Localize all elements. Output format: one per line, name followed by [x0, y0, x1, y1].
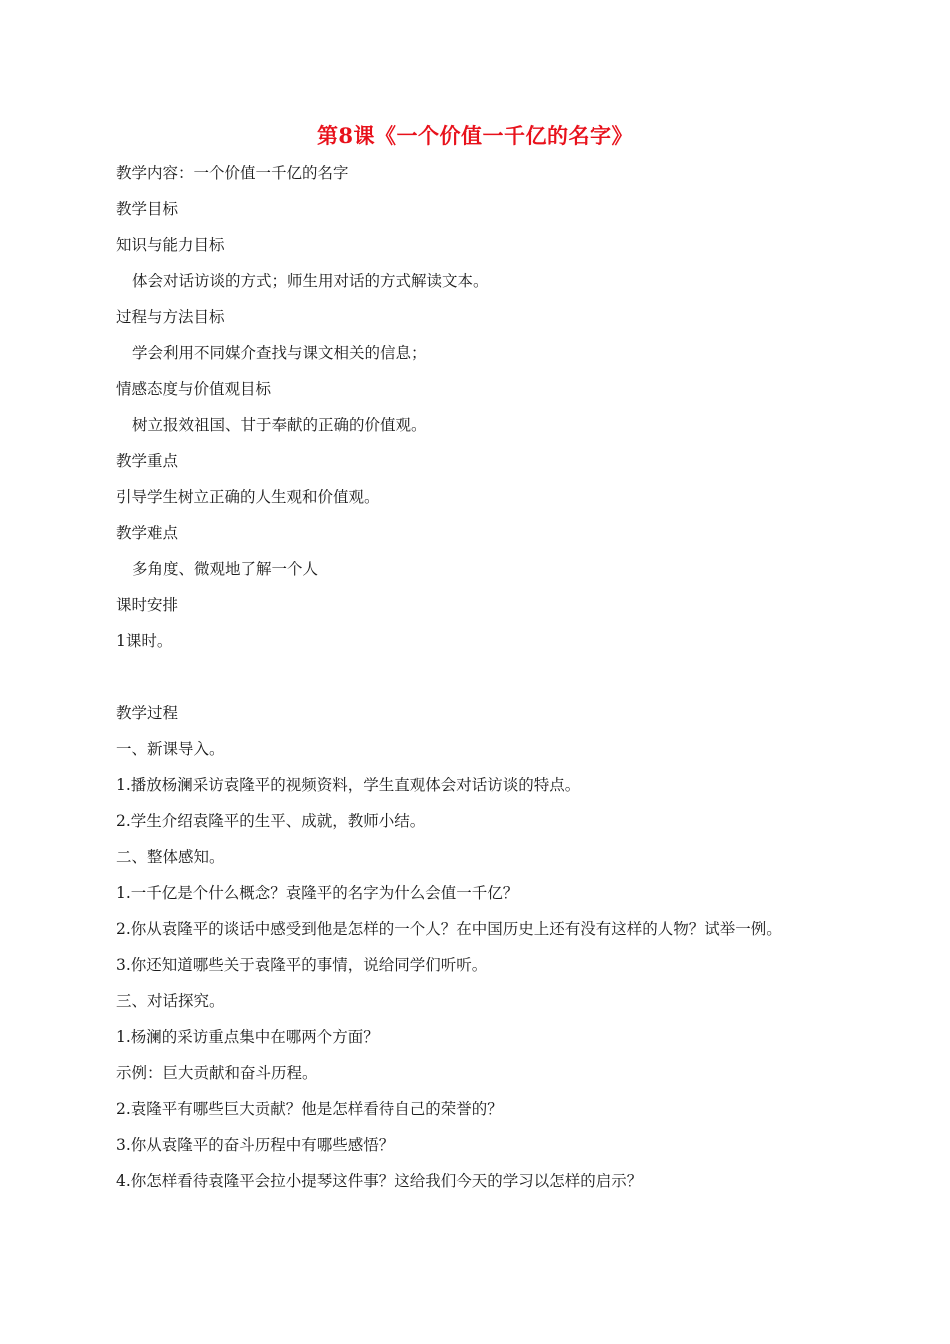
teaching-content-line: 教学内容：一个价值一千亿的名字 [116, 164, 349, 182]
difficult-points-heading: 教学难点 [116, 524, 179, 542]
list-item: 2.学生介绍袁隆平的生平、成就，教师小结。 [116, 812, 426, 830]
document-title: 第8课《一个价值一千亿的名字》 [316, 123, 634, 148]
list-item: 2.你从袁隆平的谈话中感受到他是怎样的一个人？在中国历史上还有没有这样的人物？试举一例。 [116, 920, 782, 938]
list-item: 1.一千亿是个什么概念？袁隆平的名字为什么会值一千亿？ [116, 884, 519, 902]
emotion-values-text: 树立报效祖国、甘于奉献的正确的价值观。 [132, 416, 427, 434]
key-points-text: 引导学生树立正确的人生观和价值观。 [116, 488, 380, 506]
list-item: 1.杨澜的采访重点集中在哪两个方面？ [116, 1028, 379, 1046]
blank-line [116, 663, 876, 699]
list-item: 3.你从袁隆平的奋斗历程中有哪些感悟？ [116, 1136, 395, 1154]
knowledge-ability-heading: 知识与能力目标 [116, 236, 225, 254]
schedule-text: 1课时。 [116, 632, 173, 650]
example-text: 示例：巨大贡献和奋斗历程。 [116, 1064, 318, 1082]
document-body [116, 159, 876, 1203]
teaching-goals-heading: 教学目标 [116, 200, 179, 218]
emotion-values-heading: 情感态度与价值观目标 [116, 380, 272, 398]
teaching-process-heading: 教学过程 [116, 704, 179, 722]
process-method-heading: 过程与方法目标 [116, 308, 225, 326]
section-heading: 三、对话探究。 [116, 992, 225, 1010]
list-item: 4.你怎样看待袁隆平会拉小提琴这件事？这给我们今天的学习以怎样的启示？ [116, 1172, 643, 1190]
knowledge-ability-text: 体会对话访谈的方式；师生用对话的方式解读文本。 [132, 272, 489, 290]
list-item: 1.播放杨澜采访袁隆平的视频资料，学生直观体会对话访谈的特点。 [116, 776, 581, 794]
schedule-heading: 课时安排 [116, 596, 179, 614]
section-heading: 一、新课导入。 [116, 740, 225, 758]
process-method-text: 学会利用不同媒介查找与课文相关的信息； [132, 344, 427, 362]
key-points-heading: 教学重点 [116, 452, 179, 470]
difficult-points-text: 多角度、微观地了解一个人 [132, 560, 319, 578]
list-item: 3.你还知道哪些关于袁隆平的事情，说给同学们听听。 [116, 956, 488, 974]
list-item: 2.袁隆平有哪些巨大贡献？他是怎样看待自己的荣誉的？ [116, 1100, 503, 1118]
section-heading: 二、整体感知。 [116, 848, 225, 866]
